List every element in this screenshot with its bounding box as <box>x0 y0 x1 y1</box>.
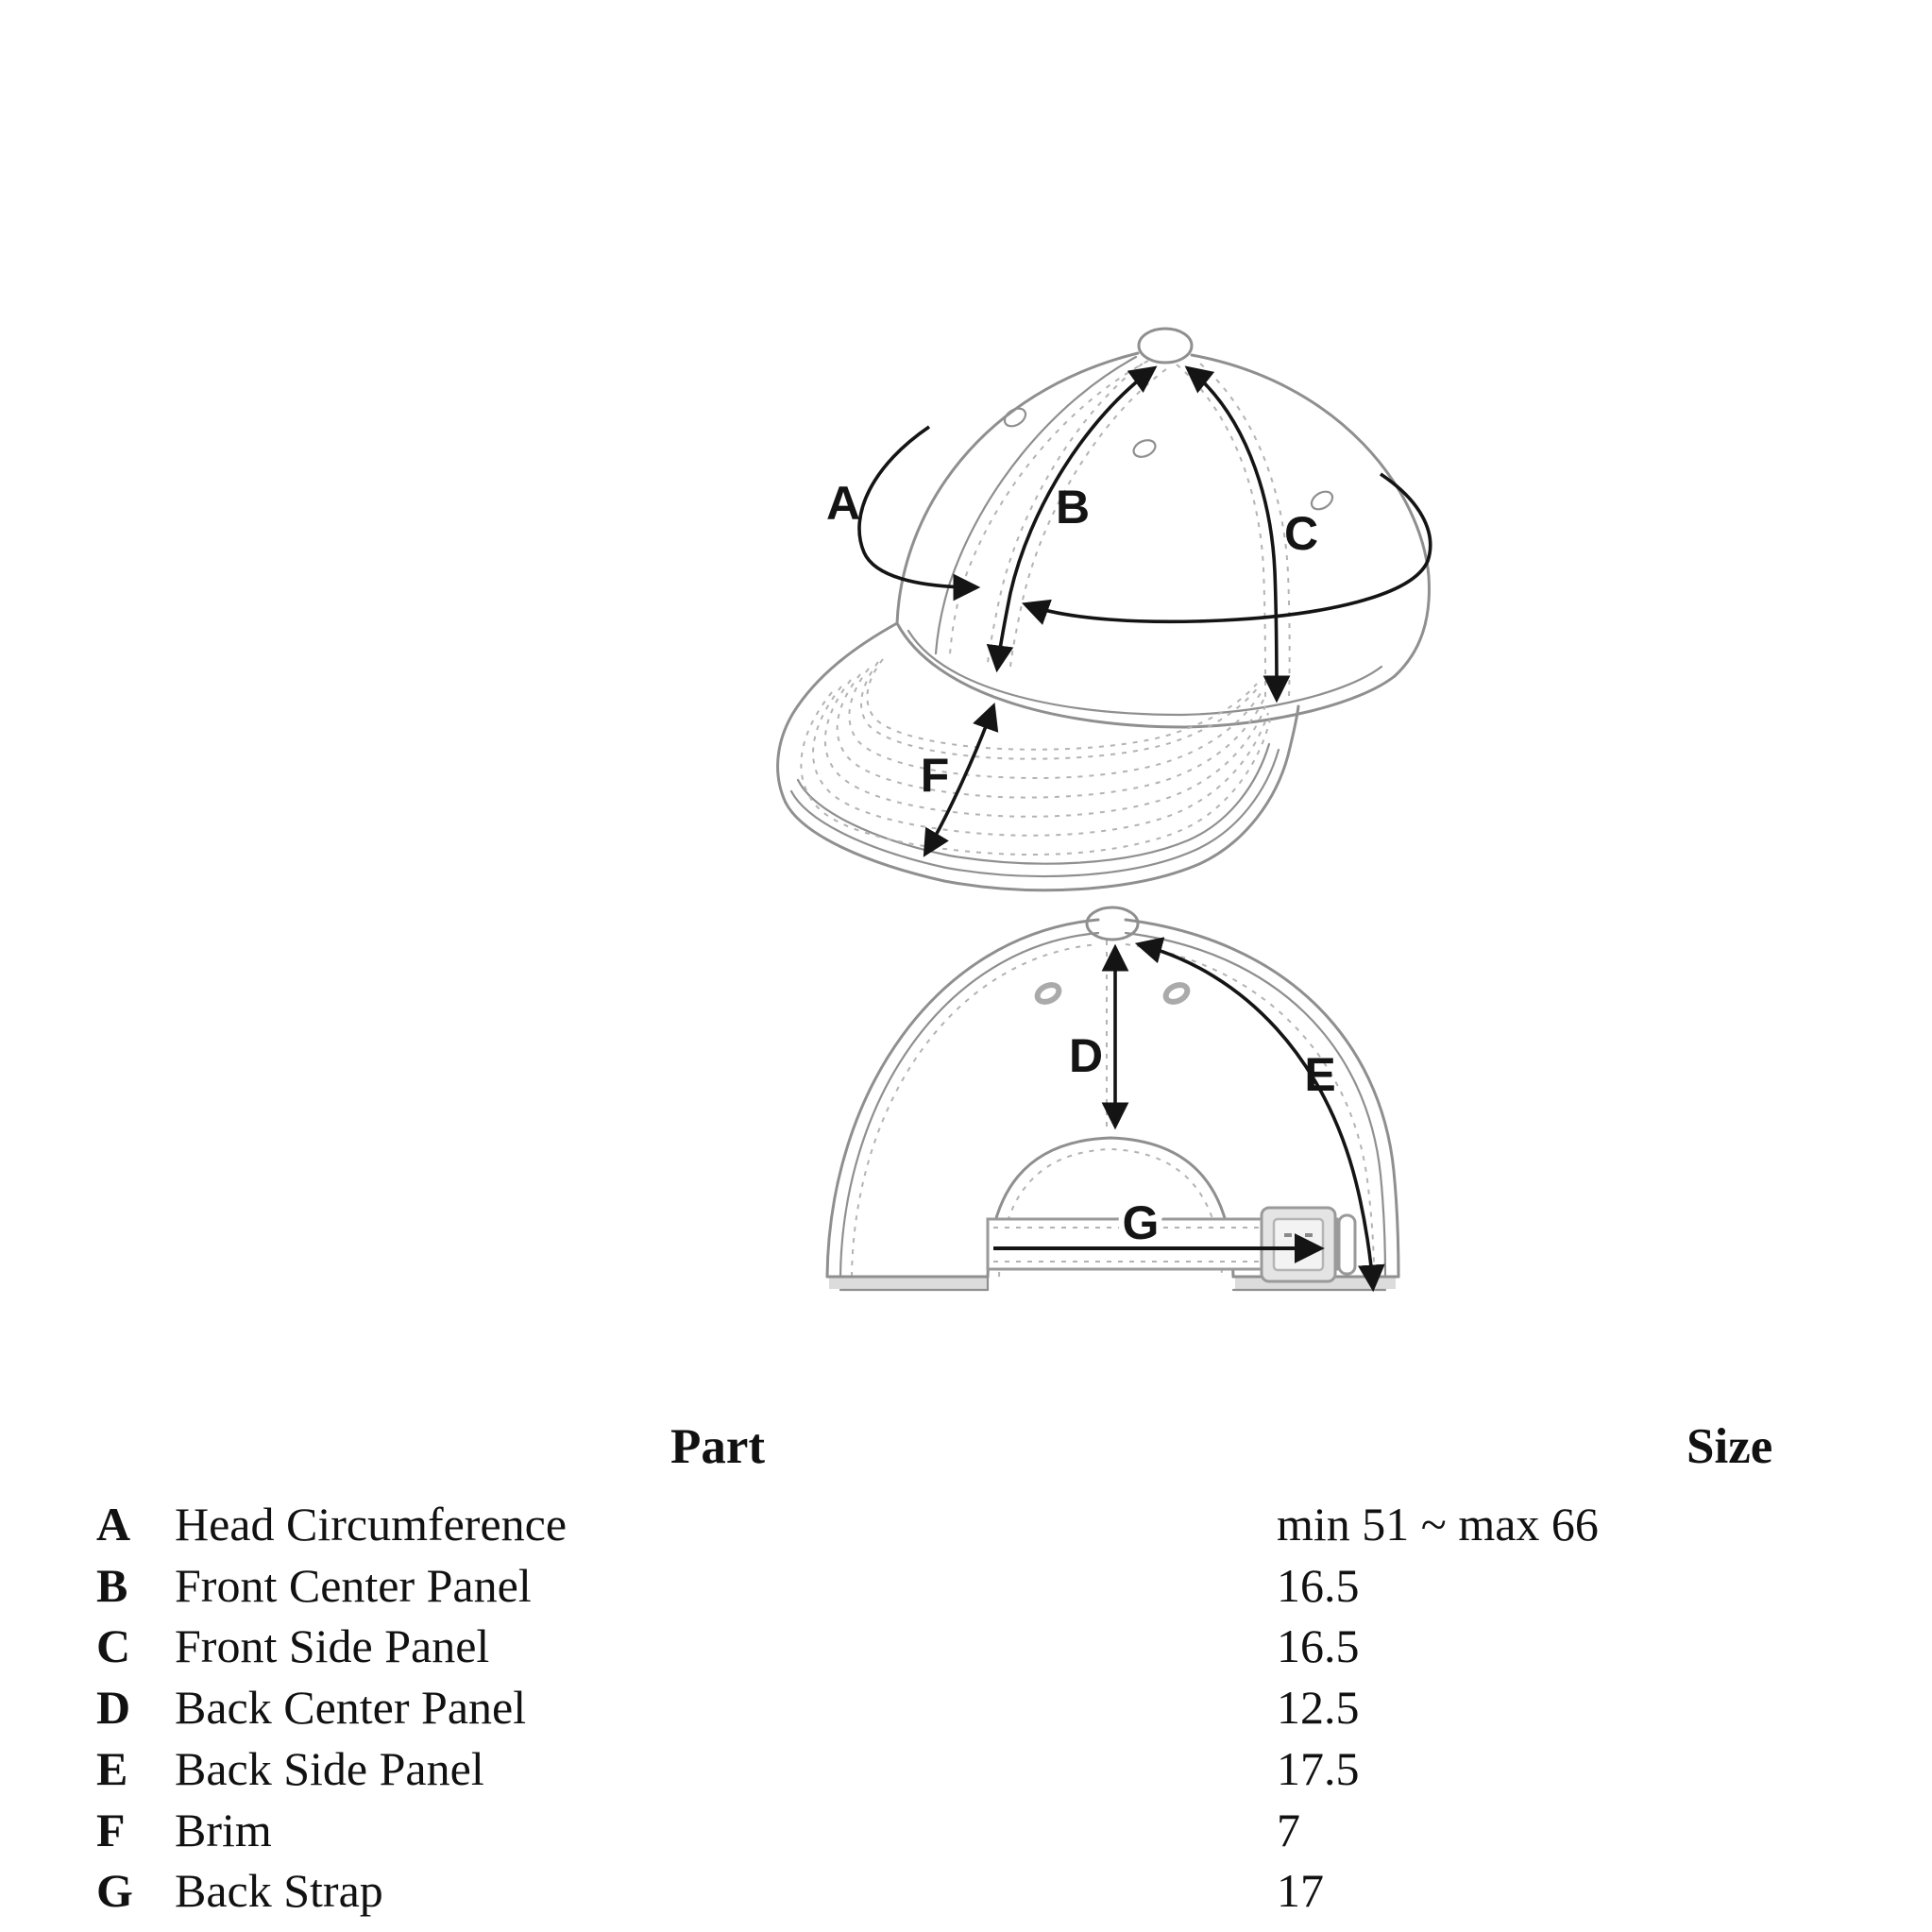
table-header-size: Size <box>1686 1419 1773 1474</box>
table-header-part: Part <box>670 1419 766 1474</box>
strap-buckle <box>1262 1208 1355 1281</box>
table-row <box>0 1863 1932 1924</box>
label-d-back-center-panel: D <box>1068 1029 1104 1082</box>
table-row <box>0 1558 1932 1618</box>
top-button <box>1139 329 1192 363</box>
measure-arrow-front-side-panel <box>1188 368 1277 699</box>
brim-stitch-lines <box>801 659 1270 855</box>
row-letter: C <box>96 1619 131 1672</box>
row-part-name: Head Circumference <box>175 1498 568 1551</box>
row-part-name: Back Side Panel <box>175 1742 484 1795</box>
table-row <box>0 1741 1932 1802</box>
row-size-value: 16.5 <box>1277 1559 1360 1612</box>
row-letter: E <box>96 1742 128 1795</box>
label-c-front-side-panel: C <box>1283 507 1319 560</box>
back-top-button <box>1087 907 1138 940</box>
label-b-front-center-panel: B <box>1055 481 1091 534</box>
side-view-diagram <box>778 329 1431 890</box>
row-part-name: Back Strap <box>175 1864 383 1917</box>
row-letter: A <box>96 1498 131 1551</box>
row-size-value: 16.5 <box>1277 1619 1360 1672</box>
row-part-name: Brim <box>175 1804 272 1856</box>
row-part-name: Front Center Panel <box>175 1559 532 1612</box>
label-a-head-circumference: A <box>825 477 861 530</box>
row-size-value: 17 <box>1277 1864 1324 1917</box>
cap-brim <box>778 623 1298 890</box>
table-row <box>0 1497 1932 1557</box>
row-size-value: 17.5 <box>1277 1742 1360 1795</box>
label-f-brim: F <box>920 749 950 802</box>
label-e-back-side-panel: E <box>1304 1048 1336 1101</box>
row-letter: F <box>96 1804 126 1856</box>
measure-arrow-head-circumference-back <box>859 427 976 587</box>
back-view-diagram <box>827 907 1398 1290</box>
table-row <box>0 1680 1932 1740</box>
row-letter: D <box>96 1681 131 1734</box>
label-g-back-strap: G <box>1122 1196 1160 1249</box>
row-size-value: 7 <box>1277 1804 1300 1856</box>
row-part-name: Front Side Panel <box>175 1619 490 1672</box>
row-letter: G <box>96 1864 133 1917</box>
row-size-value: min 51 ~ max 66 <box>1277 1498 1599 1551</box>
table-row <box>0 1618 1932 1679</box>
row-part-name: Back Center Panel <box>175 1681 527 1734</box>
row-letter: B <box>96 1559 128 1612</box>
back-eyelets <box>1035 982 1191 1006</box>
row-size-value: 12.5 <box>1277 1681 1360 1734</box>
table-row <box>0 1803 1932 1863</box>
cap-crown-outline <box>897 353 1429 727</box>
